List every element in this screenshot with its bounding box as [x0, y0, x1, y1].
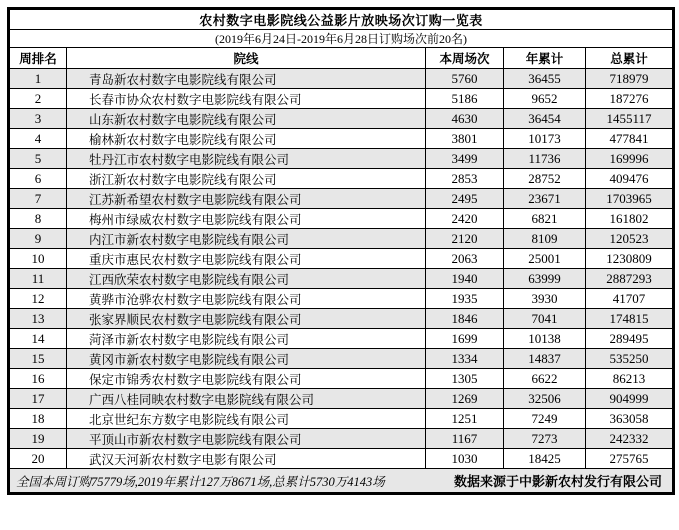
year-total-cell: 7273 [504, 429, 586, 449]
report-page [7, 7, 672, 495]
cinema-chain-name-cell: 山东新农村数字电影院线有限公司 [67, 109, 426, 129]
week-sessions-cell: 2063 [426, 249, 504, 269]
rank-cell: 8 [9, 209, 67, 229]
rank-cell: 12 [9, 289, 67, 309]
cinema-chain-name-cell: 牡丹江市农村数字电影院线有限公司 [67, 149, 426, 169]
table-row [9, 69, 674, 89]
rank-cell: 9 [9, 229, 67, 249]
cinema-chain-name-cell: 梅州市绿威农村数字电影院线有限公司 [67, 209, 426, 229]
week-sessions-cell: 1269 [426, 389, 504, 409]
table-row [9, 189, 674, 209]
grand-total-cell: 275765 [586, 449, 674, 469]
cinema-chain-name-cell: 青岛新农村数字电影院线有限公司 [67, 69, 426, 89]
rank-cell: 3 [9, 109, 67, 129]
footer-row [9, 469, 674, 494]
year-total-cell: 3930 [504, 289, 586, 309]
year-total-cell: 7041 [504, 309, 586, 329]
week-sessions-cell: 5760 [426, 69, 504, 89]
table-row [9, 229, 674, 249]
week-sessions-cell: 2420 [426, 209, 504, 229]
col-header-cinema-chain: 院线 [67, 48, 426, 69]
rank-cell: 2 [9, 89, 67, 109]
grand-total-cell: 2887293 [586, 269, 674, 289]
week-sessions-cell: 4630 [426, 109, 504, 129]
cinema-chain-name-cell: 重庆市惠民农村数字电影院线有限公司 [67, 249, 426, 269]
week-sessions-cell: 1305 [426, 369, 504, 389]
table-row [9, 449, 674, 469]
col-header-year-total: 年累计 [504, 48, 586, 69]
week-sessions-cell: 2495 [426, 189, 504, 209]
week-sessions-cell: 2120 [426, 229, 504, 249]
year-total-cell: 25001 [504, 249, 586, 269]
rank-cell: 19 [9, 429, 67, 449]
year-total-cell: 10173 [504, 129, 586, 149]
rank-cell: 13 [9, 309, 67, 329]
rank-cell: 10 [9, 249, 67, 269]
year-total-cell: 28752 [504, 169, 586, 189]
week-sessions-cell: 5186 [426, 89, 504, 109]
cinema-chain-name-cell: 武汉天河新农村数字电影有限公司 [67, 449, 426, 469]
table-body [9, 69, 674, 469]
grand-total-cell: 242332 [586, 429, 674, 449]
grand-total-cell: 41707 [586, 289, 674, 309]
week-sessions-cell: 3499 [426, 149, 504, 169]
year-total-cell: 6622 [504, 369, 586, 389]
grand-total-cell: 289495 [586, 329, 674, 349]
table-row [9, 109, 674, 129]
column-header-row [9, 48, 674, 69]
rank-cell: 5 [9, 149, 67, 169]
cinema-chain-name-cell: 张家界顺民农村数字电影院线有限公司 [67, 309, 426, 329]
week-sessions-cell: 1251 [426, 409, 504, 429]
table-row [9, 149, 674, 169]
cinema-chain-name-cell: 北京世纪东方数字电影院线有限公司 [67, 409, 426, 429]
table-subtitle: (2019年6月24日-2019年6月28日订购场次前20名) [9, 30, 674, 48]
table-row [9, 249, 674, 269]
grand-total-cell: 904999 [586, 389, 674, 409]
cinema-chain-name-cell: 浙江新农村数字电影院线有限公司 [67, 169, 426, 189]
week-sessions-cell: 2853 [426, 169, 504, 189]
year-total-cell: 18425 [504, 449, 586, 469]
cinema-chain-name-cell: 保定市锦秀农村数字电影院线有限公司 [67, 369, 426, 389]
cinema-chain-name-cell: 黄骅市沧骅农村数字电影院线有限公司 [67, 289, 426, 309]
year-total-cell: 32506 [504, 389, 586, 409]
grand-total-cell: 409476 [586, 169, 674, 189]
table-row [9, 429, 674, 449]
table-row [9, 309, 674, 329]
grand-total-cell: 161802 [586, 209, 674, 229]
grand-total-cell: 535250 [586, 349, 674, 369]
week-sessions-cell: 1167 [426, 429, 504, 449]
table-row [9, 409, 674, 429]
col-header-week-sessions: 本周场次 [426, 48, 504, 69]
table-row [9, 289, 674, 309]
rank-cell: 4 [9, 129, 67, 149]
footer-data-source: 数据来源于中影新农村发行有限公司 [454, 474, 663, 489]
table-row [9, 129, 674, 149]
table-row [9, 329, 674, 349]
col-header-week-rank: 周排名 [9, 48, 67, 69]
grand-total-cell: 187276 [586, 89, 674, 109]
cinema-chain-name-cell: 榆林新农村数字电影院线有限公司 [67, 129, 426, 149]
table-row [9, 89, 674, 109]
rank-cell: 20 [9, 449, 67, 469]
rank-cell: 11 [9, 269, 67, 289]
order-ranking-table [7, 7, 675, 495]
year-total-cell: 6821 [504, 209, 586, 229]
year-total-cell: 14837 [504, 349, 586, 369]
rank-cell: 15 [9, 349, 67, 369]
rank-cell: 18 [9, 409, 67, 429]
grand-total-cell: 169996 [586, 149, 674, 169]
year-total-cell: 36455 [504, 69, 586, 89]
col-header-grand-total: 总累计 [586, 48, 674, 69]
week-sessions-cell: 1699 [426, 329, 504, 349]
table-row [9, 169, 674, 189]
cinema-chain-name-cell: 黄冈市新农村数字电影院线有限公司 [67, 349, 426, 369]
cinema-chain-name-cell: 长春市协众农村数字电影院线有限公司 [67, 89, 426, 109]
week-sessions-cell: 1334 [426, 349, 504, 369]
grand-total-cell: 1230809 [586, 249, 674, 269]
table-title: 农村数字电影院线公益影片放映场次订购一览表 [9, 9, 674, 30]
table-row [9, 209, 674, 229]
grand-total-cell: 363058 [586, 409, 674, 429]
week-sessions-cell: 1846 [426, 309, 504, 329]
table-row [9, 389, 674, 409]
grand-total-cell: 120523 [586, 229, 674, 249]
subtitle-row [9, 30, 674, 48]
year-total-cell: 7249 [504, 409, 586, 429]
year-total-cell: 36454 [504, 109, 586, 129]
rank-cell: 6 [9, 169, 67, 189]
year-total-cell: 11736 [504, 149, 586, 169]
cinema-chain-name-cell: 江西欣荣农村数字电影院线有限公司 [67, 269, 426, 289]
year-total-cell: 63999 [504, 269, 586, 289]
table-row [9, 269, 674, 289]
grand-total-cell: 174815 [586, 309, 674, 329]
rank-cell: 16 [9, 369, 67, 389]
cinema-chain-name-cell: 内江市新农村数字电影院线有限公司 [67, 229, 426, 249]
grand-total-cell: 1455117 [586, 109, 674, 129]
year-total-cell: 9652 [504, 89, 586, 109]
week-sessions-cell: 1940 [426, 269, 504, 289]
cinema-chain-name-cell: 平顶山市新农村数字电影院线有限公司 [67, 429, 426, 449]
rank-cell: 7 [9, 189, 67, 209]
rank-cell: 14 [9, 329, 67, 349]
rank-cell: 1 [9, 69, 67, 89]
cinema-chain-name-cell: 江苏新希望农村数字电影院线有限公司 [67, 189, 426, 209]
grand-total-cell: 718979 [586, 69, 674, 89]
footer-national-summary: 全国本周订购75779场,2019年累计127万8671场,总累计5730万4143场 [16, 474, 385, 489]
grand-total-cell: 1703965 [586, 189, 674, 209]
title-row [9, 9, 674, 30]
table-row [9, 349, 674, 369]
cinema-chain-name-cell: 菏泽市新农村数字电影院线有限公司 [67, 329, 426, 349]
table-row [9, 369, 674, 389]
week-sessions-cell: 1935 [426, 289, 504, 309]
rank-cell: 17 [9, 389, 67, 409]
week-sessions-cell: 1030 [426, 449, 504, 469]
year-total-cell: 10138 [504, 329, 586, 349]
week-sessions-cell: 3801 [426, 129, 504, 149]
grand-total-cell: 477841 [586, 129, 674, 149]
cinema-chain-name-cell: 广西八桂同映农村数字电影院线有限公司 [67, 389, 426, 409]
grand-total-cell: 86213 [586, 369, 674, 389]
year-total-cell: 8109 [504, 229, 586, 249]
year-total-cell: 23671 [504, 189, 586, 209]
